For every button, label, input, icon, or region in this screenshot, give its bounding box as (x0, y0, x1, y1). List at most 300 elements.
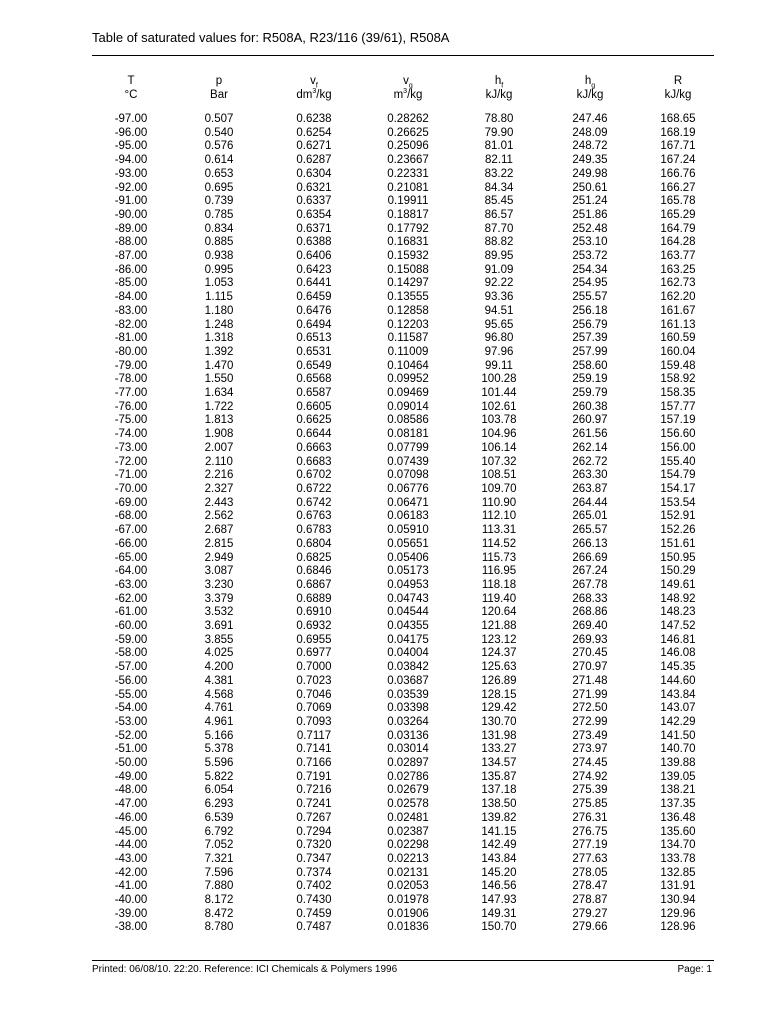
table-cell: 0.10464 (387, 359, 429, 372)
table-cell: 265.57 (572, 524, 608, 537)
table-cell: 0.12203 (387, 318, 429, 331)
table-cell: 0.04743 (387, 592, 429, 605)
table-cell: 167.24 (660, 154, 696, 167)
table-cell: 271.99 (572, 688, 608, 701)
table-cell: 144.60 (660, 674, 696, 687)
table-cell: 0.7402 (296, 880, 332, 893)
table-cell: 1.634 (204, 387, 234, 400)
table-cell: 0.09469 (387, 387, 429, 400)
table-cell: 115.73 (481, 551, 517, 564)
table-cell: 108.51 (481, 469, 517, 482)
table-cell: 0.15932 (387, 250, 429, 263)
table-cell: 146.81 (660, 633, 696, 646)
table-cell: 0.18817 (387, 208, 429, 221)
table-cell: 130.70 (481, 715, 517, 728)
table-cell: 257.99 (572, 345, 608, 358)
table-cell: 256.18 (572, 304, 608, 317)
table-row (90, 195, 720, 209)
table-cell: 0.07799 (387, 441, 429, 454)
table-cell: 0.6271 (296, 140, 332, 153)
table-cell: 166.27 (660, 181, 696, 194)
table-cell: 276.31 (572, 811, 608, 824)
table-cell: 279.66 (572, 921, 608, 934)
table-cell: 0.15088 (387, 263, 429, 276)
table-cell: 3.087 (204, 565, 234, 578)
table-cell: 0.25096 (387, 140, 429, 153)
table-cell: 0.02053 (387, 880, 429, 893)
table-cell: 140.70 (660, 743, 696, 756)
table-row (90, 675, 720, 689)
table-cell: 0.04355 (387, 620, 429, 633)
header-divider (92, 55, 714, 56)
table-cell: 2.562 (204, 510, 234, 523)
table-cell: 262.14 (572, 441, 608, 454)
table-row (90, 552, 720, 566)
table-cell: 147.52 (660, 620, 696, 633)
table-cell: -55.00 (114, 688, 148, 701)
table-cell: -91.00 (114, 195, 148, 208)
table-cell: 259.79 (572, 387, 608, 400)
table-cell: 4.200 (204, 661, 234, 674)
table-cell: 7.052 (204, 839, 234, 852)
table-cell: 4.961 (204, 715, 234, 728)
table-row (90, 908, 720, 922)
table-cell: 0.6531 (296, 345, 332, 358)
table-cell: 157.19 (660, 414, 696, 427)
table-cell: 0.653 (204, 167, 234, 180)
table-cell: 126.89 (481, 674, 517, 687)
table-cell: -65.00 (114, 551, 148, 564)
table-row (90, 401, 720, 415)
table-cell: 261.56 (572, 428, 608, 441)
unit-text: kJ/kg (576, 89, 604, 101)
table-row (90, 154, 720, 168)
table-cell: 0.6587 (296, 387, 332, 400)
table-cell: 0.6568 (296, 373, 332, 386)
table-cell: 260.97 (572, 414, 608, 427)
table-cell: 92.22 (484, 277, 514, 290)
table-cell: 0.11587 (387, 332, 429, 345)
table-cell: 259.19 (572, 373, 608, 386)
table-cell: 273.49 (572, 729, 608, 742)
table-row (90, 661, 720, 675)
table-cell: 93.36 (484, 291, 514, 304)
table-cell: 278.05 (572, 866, 608, 879)
table-cell: 0.938 (204, 250, 234, 263)
table-cell: 8.172 (204, 894, 234, 907)
table-cell: 6.792 (204, 825, 234, 838)
table-cell: 8.472 (204, 907, 234, 920)
table-cell: 147.93 (481, 894, 517, 907)
table-cell: 269.40 (572, 620, 608, 633)
table-cell: 276.75 (572, 825, 608, 838)
table-cell: -44.00 (114, 839, 148, 852)
table-cell: 0.7191 (296, 770, 332, 783)
table-cell: -83.00 (114, 304, 148, 317)
table-cell: 156.00 (660, 441, 696, 454)
table-cell: 154.79 (660, 469, 696, 482)
table-cell: 256.79 (572, 318, 608, 331)
table-cell: 131.91 (660, 880, 696, 893)
table-cell: 0.7023 (296, 674, 332, 687)
table-row (90, 387, 720, 401)
unit-text: kJ/kg (485, 89, 513, 101)
table-cell: 0.23667 (387, 154, 429, 167)
table-cell: 267.78 (572, 578, 608, 591)
table-cell: 0.06183 (387, 510, 429, 523)
table-cell: 5.378 (204, 743, 234, 756)
table-cell: 0.02578 (387, 798, 429, 811)
table-cell: 0.03842 (387, 661, 429, 674)
table-cell: 134.70 (660, 839, 696, 852)
table-cell: -43.00 (114, 852, 148, 865)
table-cell: 128.96 (660, 921, 696, 934)
table-cell: 0.7241 (296, 798, 332, 811)
table-cell: 0.540 (204, 126, 234, 139)
table-cell: 2.007 (204, 441, 234, 454)
table-cell: -62.00 (114, 592, 148, 605)
table-cell: 0.6644 (296, 428, 332, 441)
table-cell: 0.6742 (296, 496, 332, 509)
column-unit-row (90, 88, 720, 113)
table-cell: -87.00 (114, 250, 148, 263)
table-cell: -85.00 (114, 277, 148, 290)
table-cell: 150.95 (660, 551, 696, 564)
table-row (90, 579, 720, 593)
table-cell: 129.42 (481, 702, 517, 715)
table-cell: -64.00 (114, 565, 148, 578)
symbol-subscript: f (315, 82, 318, 90)
table-cell: 0.03264 (387, 715, 429, 728)
table-cell: 136.48 (660, 811, 696, 824)
table-cell: 262.72 (572, 455, 608, 468)
table-cell: 263.87 (572, 482, 608, 495)
table-cell: -73.00 (114, 441, 148, 454)
table-cell: 168.19 (660, 126, 696, 139)
table-cell: 7.596 (204, 866, 234, 879)
table-cell: 263.30 (572, 469, 608, 482)
table-row (90, 442, 720, 456)
table-cell: 87.70 (484, 222, 514, 235)
table-cell: 265.01 (572, 510, 608, 523)
table-cell: 150.70 (481, 921, 517, 934)
table-cell: 150.29 (660, 565, 696, 578)
table-cell: 165.78 (660, 195, 696, 208)
table-cell: 168.65 (660, 113, 696, 125)
table-cell: 275.85 (572, 798, 608, 811)
table-cell: 0.6238 (296, 113, 332, 125)
table-cell: 5.596 (204, 757, 234, 770)
table-cell: 274.45 (572, 757, 608, 770)
table-row (90, 360, 720, 374)
table-cell: 0.07098 (387, 469, 429, 482)
table-cell: 159.48 (660, 359, 696, 372)
table-cell: 161.13 (660, 318, 696, 331)
table-row (90, 236, 720, 250)
symbol-text: T (127, 75, 135, 87)
table-cell: 253.72 (572, 250, 608, 263)
table-cell: 153.54 (660, 496, 696, 509)
table-cell: -74.00 (114, 428, 148, 441)
table-cell: 0.16831 (387, 236, 429, 249)
table-cell: -53.00 (114, 715, 148, 728)
table-cell: 0.6321 (296, 181, 332, 194)
table-cell: 0.6388 (296, 236, 332, 249)
table-cell: 272.99 (572, 715, 608, 728)
table-cell: 252.48 (572, 222, 608, 235)
table-row (90, 277, 720, 291)
table-cell: 0.7374 (296, 866, 332, 879)
table-row (90, 839, 720, 853)
table-cell: 0.6441 (296, 277, 332, 290)
table-cell: 149.31 (481, 907, 517, 920)
table-cell: 247.46 (572, 113, 608, 125)
table-cell: 114.52 (481, 537, 517, 550)
table-cell: -42.00 (114, 866, 148, 879)
table-cell: 249.98 (572, 167, 608, 180)
symbol-subscript: g (408, 82, 413, 90)
table-row (90, 209, 720, 223)
table-cell: 132.85 (660, 866, 696, 879)
table-cell: 163.77 (660, 250, 696, 263)
table-cell: 131.98 (481, 729, 517, 742)
table-cell: 268.33 (572, 592, 608, 605)
table-cell: 254.34 (572, 263, 608, 276)
column-header-symbol (266, 74, 362, 88)
table-cell: 0.6804 (296, 537, 332, 550)
table-cell: -80.00 (114, 345, 148, 358)
table-cell: 0.576 (204, 140, 234, 153)
unit-text: °C (124, 89, 138, 101)
table-row (90, 332, 720, 346)
table-cell: 158.92 (660, 373, 696, 386)
table-cell: 4.761 (204, 702, 234, 715)
table-cell: 254.95 (572, 277, 608, 290)
table-cell: -97.00 (114, 113, 148, 125)
unit-tail: /kg (407, 89, 423, 101)
table-cell: -52.00 (114, 729, 148, 742)
table-cell: 100.28 (481, 373, 517, 386)
table-cell: 0.7487 (296, 921, 332, 934)
table-cell: 0.03014 (387, 743, 429, 756)
column-header-unit (90, 88, 172, 113)
table-cell: 135.60 (660, 825, 696, 838)
table-cell: 139.88 (660, 757, 696, 770)
table-cell: 248.72 (572, 140, 608, 153)
table-cell: 1.248 (204, 318, 234, 331)
table-cell: 268.86 (572, 606, 608, 619)
table-cell: -89.00 (114, 222, 148, 235)
table-cell: 0.12858 (387, 304, 429, 317)
table-cell: 0.7141 (296, 743, 332, 756)
table-body (90, 113, 720, 935)
table-cell: 0.6549 (296, 359, 332, 372)
table-cell: 0.6722 (296, 482, 332, 495)
table-cell: 0.21081 (387, 181, 429, 194)
table-cell: 0.05406 (387, 551, 429, 564)
table-cell: 137.18 (481, 784, 517, 797)
column-header-symbol (544, 74, 636, 88)
table-cell: -49.00 (114, 770, 148, 783)
table-cell: 2.216 (204, 469, 234, 482)
table-cell: 83.22 (484, 167, 514, 180)
saturated-values-table (90, 74, 720, 935)
symbol-text: h (584, 75, 592, 87)
table-cell: 0.6977 (296, 647, 332, 660)
table-cell: 6.293 (204, 798, 234, 811)
table-cell: -61.00 (114, 606, 148, 619)
table-cell: 0.6910 (296, 606, 332, 619)
table-cell: 1.053 (204, 277, 234, 290)
table-cell: 0.7347 (296, 852, 332, 865)
table-cell: 164.28 (660, 236, 696, 249)
table-cell: 5.166 (204, 729, 234, 742)
table-row (90, 593, 720, 607)
table-cell: 3.230 (204, 578, 234, 591)
table-row (90, 853, 720, 867)
table-cell: 2.949 (204, 551, 234, 564)
table-row (90, 565, 720, 579)
column-header-symbol (90, 74, 172, 88)
table-cell: 146.56 (481, 880, 517, 893)
table-cell: 0.02213 (387, 852, 429, 865)
table-row (90, 702, 720, 716)
table-cell: -70.00 (114, 482, 148, 495)
table-cell: 84.34 (484, 181, 514, 194)
table-cell: 161.67 (660, 304, 696, 317)
table-cell: 133.27 (481, 743, 517, 756)
footer-divider (92, 960, 714, 961)
table-cell: 143.84 (481, 852, 517, 865)
table-cell: 95.65 (484, 318, 514, 331)
table-row (90, 428, 720, 442)
table-cell: 0.02481 (387, 811, 429, 824)
table-cell: 2.110 (205, 455, 233, 468)
table-cell: 0.01836 (387, 921, 429, 934)
table-cell: 277.19 (572, 839, 608, 852)
column-symbol-row (90, 74, 720, 88)
table-cell: 0.6663 (296, 441, 332, 454)
table-cell: 104.96 (481, 428, 517, 441)
table-cell: 124.37 (481, 647, 517, 660)
table-cell: -67.00 (114, 524, 148, 537)
table-cell: 145.35 (660, 661, 696, 674)
table-cell: 0.13555 (387, 291, 429, 304)
table-cell: 142.49 (481, 839, 517, 852)
table-cell: 253.10 (572, 236, 608, 249)
table-cell: 158.35 (660, 387, 696, 400)
column-header-unit (172, 88, 266, 113)
table-cell: 0.885 (204, 236, 234, 249)
column-header-symbol (454, 74, 544, 88)
table-cell: 142.29 (660, 715, 696, 728)
table-cell: 0.7320 (296, 839, 332, 852)
table-cell: -59.00 (114, 633, 148, 646)
table-cell: 270.45 (572, 647, 608, 660)
column-header-unit (454, 88, 544, 113)
table-cell: 162.20 (660, 291, 696, 304)
table-cell: 0.05173 (387, 565, 429, 578)
table-cell: -56.00 (114, 674, 148, 687)
table-cell: 0.6846 (296, 565, 332, 578)
table-cell: 89.95 (484, 250, 514, 263)
table-row (90, 140, 720, 154)
table-cell: 160.04 (660, 345, 696, 358)
table-cell: 138.50 (481, 798, 517, 811)
table-cell: 2.327 (204, 482, 234, 495)
table-row (90, 223, 720, 237)
table-cell: 88.82 (484, 236, 514, 249)
table-row (90, 894, 720, 908)
table-cell: 162.73 (660, 277, 696, 290)
table-cell: 0.08586 (387, 414, 429, 427)
table-row (90, 880, 720, 894)
table-cell: -79.00 (114, 359, 148, 372)
table-cell: 167.71 (660, 140, 696, 153)
table-cell: 130.94 (660, 894, 696, 907)
table-cell: -50.00 (114, 757, 148, 770)
table-cell: 2.443 (204, 496, 234, 509)
table-cell: 81.01 (484, 140, 514, 153)
table-cell: 0.6337 (296, 195, 332, 208)
table-row (90, 113, 720, 127)
column-header-symbol (636, 74, 720, 88)
table-cell: 118.18 (481, 578, 517, 591)
table-cell: 0.6513 (296, 332, 332, 345)
table-cell: 271.48 (572, 674, 608, 687)
table-cell: 0.6867 (296, 578, 332, 591)
table-cell: 0.02131 (387, 866, 429, 879)
table-cell: 0.26625 (387, 126, 429, 139)
table-row (90, 456, 720, 470)
table-cell: 0.7069 (296, 702, 332, 715)
table-cell: 164.79 (660, 222, 696, 235)
table-cell: 165.29 (660, 208, 696, 221)
table-cell: 0.09014 (387, 400, 429, 413)
table-cell: 1.722 (204, 400, 234, 413)
column-header-unit (266, 88, 362, 113)
column-header-unit (544, 88, 636, 113)
table-cell: 119.40 (481, 592, 517, 605)
page-number: Page: 1 (677, 964, 712, 975)
table-cell: -94.00 (114, 154, 148, 167)
table-cell: 0.6287 (296, 154, 332, 167)
table-cell: 1.318 (204, 332, 234, 345)
table-row (90, 319, 720, 333)
table-cell: 152.26 (660, 524, 696, 537)
table-cell: 163.25 (660, 263, 696, 276)
table-cell: 0.6423 (296, 263, 332, 276)
table-cell: 0.06776 (387, 482, 429, 495)
table-row (90, 291, 720, 305)
table-cell: -84.00 (114, 291, 148, 304)
table-cell: 266.13 (572, 537, 608, 550)
table-cell: 0.6459 (296, 291, 332, 304)
unit-superscript: 3 (312, 88, 317, 96)
table-cell: 0.6783 (296, 524, 332, 537)
table-cell: -78.00 (114, 373, 148, 386)
unit-tail: /kg (316, 89, 332, 101)
table-cell: 139.82 (481, 811, 517, 824)
table-cell: 0.04175 (387, 633, 429, 646)
table-cell: 0.785 (204, 208, 234, 221)
table-row (90, 497, 720, 511)
table-cell: 0.6494 (296, 318, 332, 331)
column-header-unit (636, 88, 720, 113)
table-cell: 3.691 (204, 620, 234, 633)
table-cell: -47.00 (114, 798, 148, 811)
table-cell: -39.00 (114, 907, 148, 920)
